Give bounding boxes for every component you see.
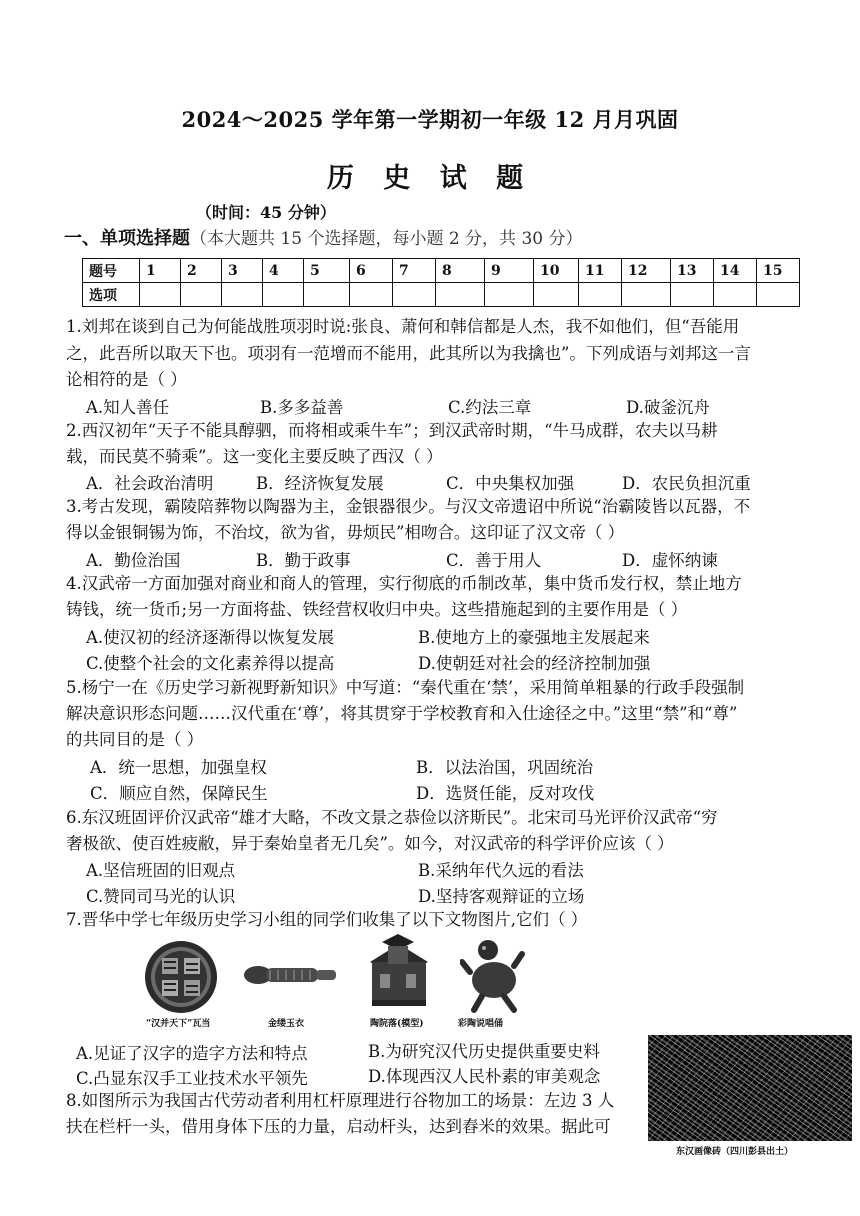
brick-relief-image	[648, 1035, 852, 1141]
artifact-caption: “汉并天下”瓦当	[146, 1019, 211, 1029]
artifact-caption: 金缕玉衣	[268, 1019, 305, 1029]
question-2-line: 2.西汉初年“天子不能具醇驷，而将相或乘牛车”；到汉武帝时期，“牛马成群，农夫以马耕	[66, 421, 718, 440]
question-5-option-b[interactable]: B．以法治国，巩固统治	[416, 758, 594, 777]
answer-cell[interactable]	[304, 283, 350, 307]
answer-table	[82, 258, 800, 307]
question-3-line: 3.考古发现，霸陵陪葬物以陶器为主，金银器很少。与汉文帝遗诏中所说“治霸陵皆以瓦器，不	[66, 497, 751, 516]
section-note: （本大题共 15 个选择题，每小题 2 分，共 30 分）	[190, 229, 583, 249]
answer-table-number: 11	[579, 259, 622, 283]
answer-cell[interactable]	[393, 283, 436, 307]
answer-table-number: 1	[140, 259, 181, 283]
question-1-option-a[interactable]: A.知人善任	[86, 398, 170, 417]
answer-cell[interactable]	[714, 283, 757, 307]
question-4-option-d[interactable]: D.使朝廷对社会的经济控制加强	[418, 654, 651, 673]
answer-cell[interactable]	[181, 283, 222, 307]
answer-table-number: 8	[436, 259, 485, 283]
question-1-line: 之，此吾所以取天下也。项羽有一范增而不能用，此其所以为我擒也”。下列成语与刘邦这一言	[66, 344, 751, 363]
answer-table-number: 13	[671, 259, 714, 283]
answer-table-number-row	[83, 259, 800, 283]
answer-cell[interactable]	[757, 283, 800, 307]
question-3-option-a[interactable]: A．勤俭治国	[86, 551, 181, 570]
answer-cell[interactable]	[263, 283, 304, 307]
question-7-option-d[interactable]: D.体现西汉人民朴素的审美观念	[368, 1067, 601, 1086]
question-2-option-b[interactable]: B．经济恢复发展	[256, 474, 384, 493]
question-7-line: 7.晋华中学七年级历史学习小组的同学们收集了以下文物图片,它们（ ）	[66, 910, 588, 929]
question-5-option-c[interactable]: C．顺应自然，保障民生	[90, 784, 268, 803]
answer-table-header-number: 题号	[83, 259, 140, 283]
answer-cell[interactable]	[350, 283, 393, 307]
question-2-option-c[interactable]: C．中央集权加强	[446, 474, 575, 493]
question-4-line: 4.汉武帝一方面加强对商业和商人的管理，实行彻底的币制改革，集中货币发行权，禁止地方	[66, 574, 742, 593]
answer-cell[interactable]	[671, 283, 714, 307]
answer-table-number: 7	[393, 259, 436, 283]
answer-table-number: 15	[757, 259, 800, 283]
question-1-option-c[interactable]: C.约法三章	[448, 398, 532, 417]
question-3-option-d[interactable]: D．虚怀纳谏	[622, 551, 718, 570]
question-5-option-d[interactable]: D．选贤任能，反对攻伐	[416, 784, 595, 803]
answer-table-number: 4	[263, 259, 304, 283]
jade-suit-artifact-image	[236, 962, 338, 988]
question-5-option-a[interactable]: A．统一思想，加强皇权	[90, 758, 267, 777]
answer-table-number: 14	[714, 259, 757, 283]
question-6-option-b[interactable]: B.采纳年代久远的看法	[418, 861, 584, 880]
answer-table-header-option: 选项	[83, 283, 140, 307]
answer-table-number: 5	[304, 259, 350, 283]
question-4-option-a[interactable]: A.使汉初的经济逐渐得以恢复发展	[86, 628, 335, 647]
question-6-line: 奢极欲、使百姓疲敝，异于秦始皇者无几矣”。如今，对汉武帝的科学评价应该（ ）	[66, 834, 674, 853]
answer-cell[interactable]	[534, 283, 579, 307]
answer-cell[interactable]	[579, 283, 622, 307]
question-1-option-d[interactable]: D.破釜沉舟	[626, 398, 710, 417]
question-8-line: 8.如图所示为我国古代劳动者利用杠杆原理进行谷物加工的场景：左边 3 人	[66, 1091, 615, 1110]
question-1-option-b[interactable]: B.多多益善	[260, 398, 344, 417]
artifact-caption: 陶院落(模型)	[370, 1019, 424, 1029]
answer-table-number: 2	[181, 259, 222, 283]
question-8-line: 扶在栏杆一头，借用身体下压的力量，启动杆头，达到舂米的效果。据此可	[66, 1117, 611, 1136]
question-7-option-c[interactable]: C.凸显东汉手工业技术水平领先	[76, 1069, 308, 1088]
answer-table-number: 9	[485, 259, 534, 283]
answer-cell[interactable]	[436, 283, 485, 307]
question-2-option-a[interactable]: A．社会政治清明	[86, 474, 214, 493]
question-6-option-d[interactable]: D.坚持客观辩证的立场	[418, 887, 585, 906]
question-4-option-b[interactable]: B.使地方上的豪强地主发展起来	[418, 628, 650, 647]
section-heading	[64, 224, 583, 250]
question-4-option-c[interactable]: C.使整个社会的文化素养得以提高	[86, 654, 335, 673]
answer-table-number: 12	[622, 259, 671, 283]
question-3-option-b[interactable]: B．勤于政事	[256, 551, 351, 570]
question-7-option-a[interactable]: A.见证了汉字的造字方法和特点	[76, 1044, 308, 1063]
answer-cell[interactable]	[140, 283, 181, 307]
question-3-line: 得以金银铜锡为饰，不治坟，欲为省，毋烦民”相吻合。这印证了汉文帝（ ）	[66, 523, 625, 542]
question-6-option-a[interactable]: A.坚信班固的旧观点	[86, 861, 236, 880]
brick-relief-caption: 东汉画像砖（四川彭县出土）	[676, 1147, 794, 1157]
question-4-line: 铸钱，统一货币;另一方面将盐、铁经营权收归中央。这些措施起到的主要作用是（ ）	[66, 600, 688, 619]
answer-cell[interactable]	[622, 283, 671, 307]
question-5-line: 的共同目的是（ ）	[66, 730, 204, 749]
question-2-option-d[interactable]: D．农民负担沉重	[622, 474, 751, 493]
answer-cell[interactable]	[222, 283, 263, 307]
question-5-line: 5.杨宁一在《历史学习新视野新知识》中写道：“秦代重在‘禁’，采用简单粗暴的行政手段强制	[66, 678, 745, 697]
storyteller-figurine-artifact-image	[460, 936, 526, 1014]
exam-title: 2024～2025 学年第一学期初一年级 12 月月巩固	[181, 107, 679, 132]
question-6-line: 6.东汉班固评价汉武帝“雄才大略，不改文景之恭俭以济斯民”。北宋司马光评价汉武帝“穷	[66, 808, 718, 827]
tile-end-artifact-image	[142, 938, 220, 1016]
subject-title: 历 史 试 题	[326, 163, 534, 194]
courtyard-model-artifact-image	[362, 934, 436, 1014]
question-7-option-b[interactable]: B.为研究汉代历史提供重要史料	[368, 1042, 600, 1061]
question-1-line: 论相符的是（ ）	[66, 370, 187, 389]
time-limit: （时间：45 分钟）	[196, 203, 336, 222]
answer-table-number: 3	[222, 259, 263, 283]
answer-cell[interactable]	[485, 283, 534, 307]
question-6-option-c[interactable]: C.赞同司马光的认识	[86, 887, 236, 906]
question-2-line: 载，而民莫不骑乘”。这一变化主要反映了西汉（ ）	[66, 447, 443, 466]
answer-table-number: 6	[350, 259, 393, 283]
question-5-line: 解决意识形态问题……汉代重在‘尊’，将其贯穿于学校教育和入仕途径之中。”这里“禁”和“尊”	[66, 704, 738, 723]
answer-table-option-row	[83, 283, 800, 307]
answer-table-number: 10	[534, 259, 579, 283]
question-3-option-c[interactable]: C．善于用人	[446, 551, 542, 570]
artifact-caption: 彩陶说唱俑	[458, 1019, 504, 1029]
question-1-line: 1.刘邦在谈到自己为何能战胜项羽时说:张良、萧何和韩信都是人杰，我不如他们，但“吾能用	[66, 317, 740, 336]
section-title: 一、单项选择题	[64, 228, 190, 249]
